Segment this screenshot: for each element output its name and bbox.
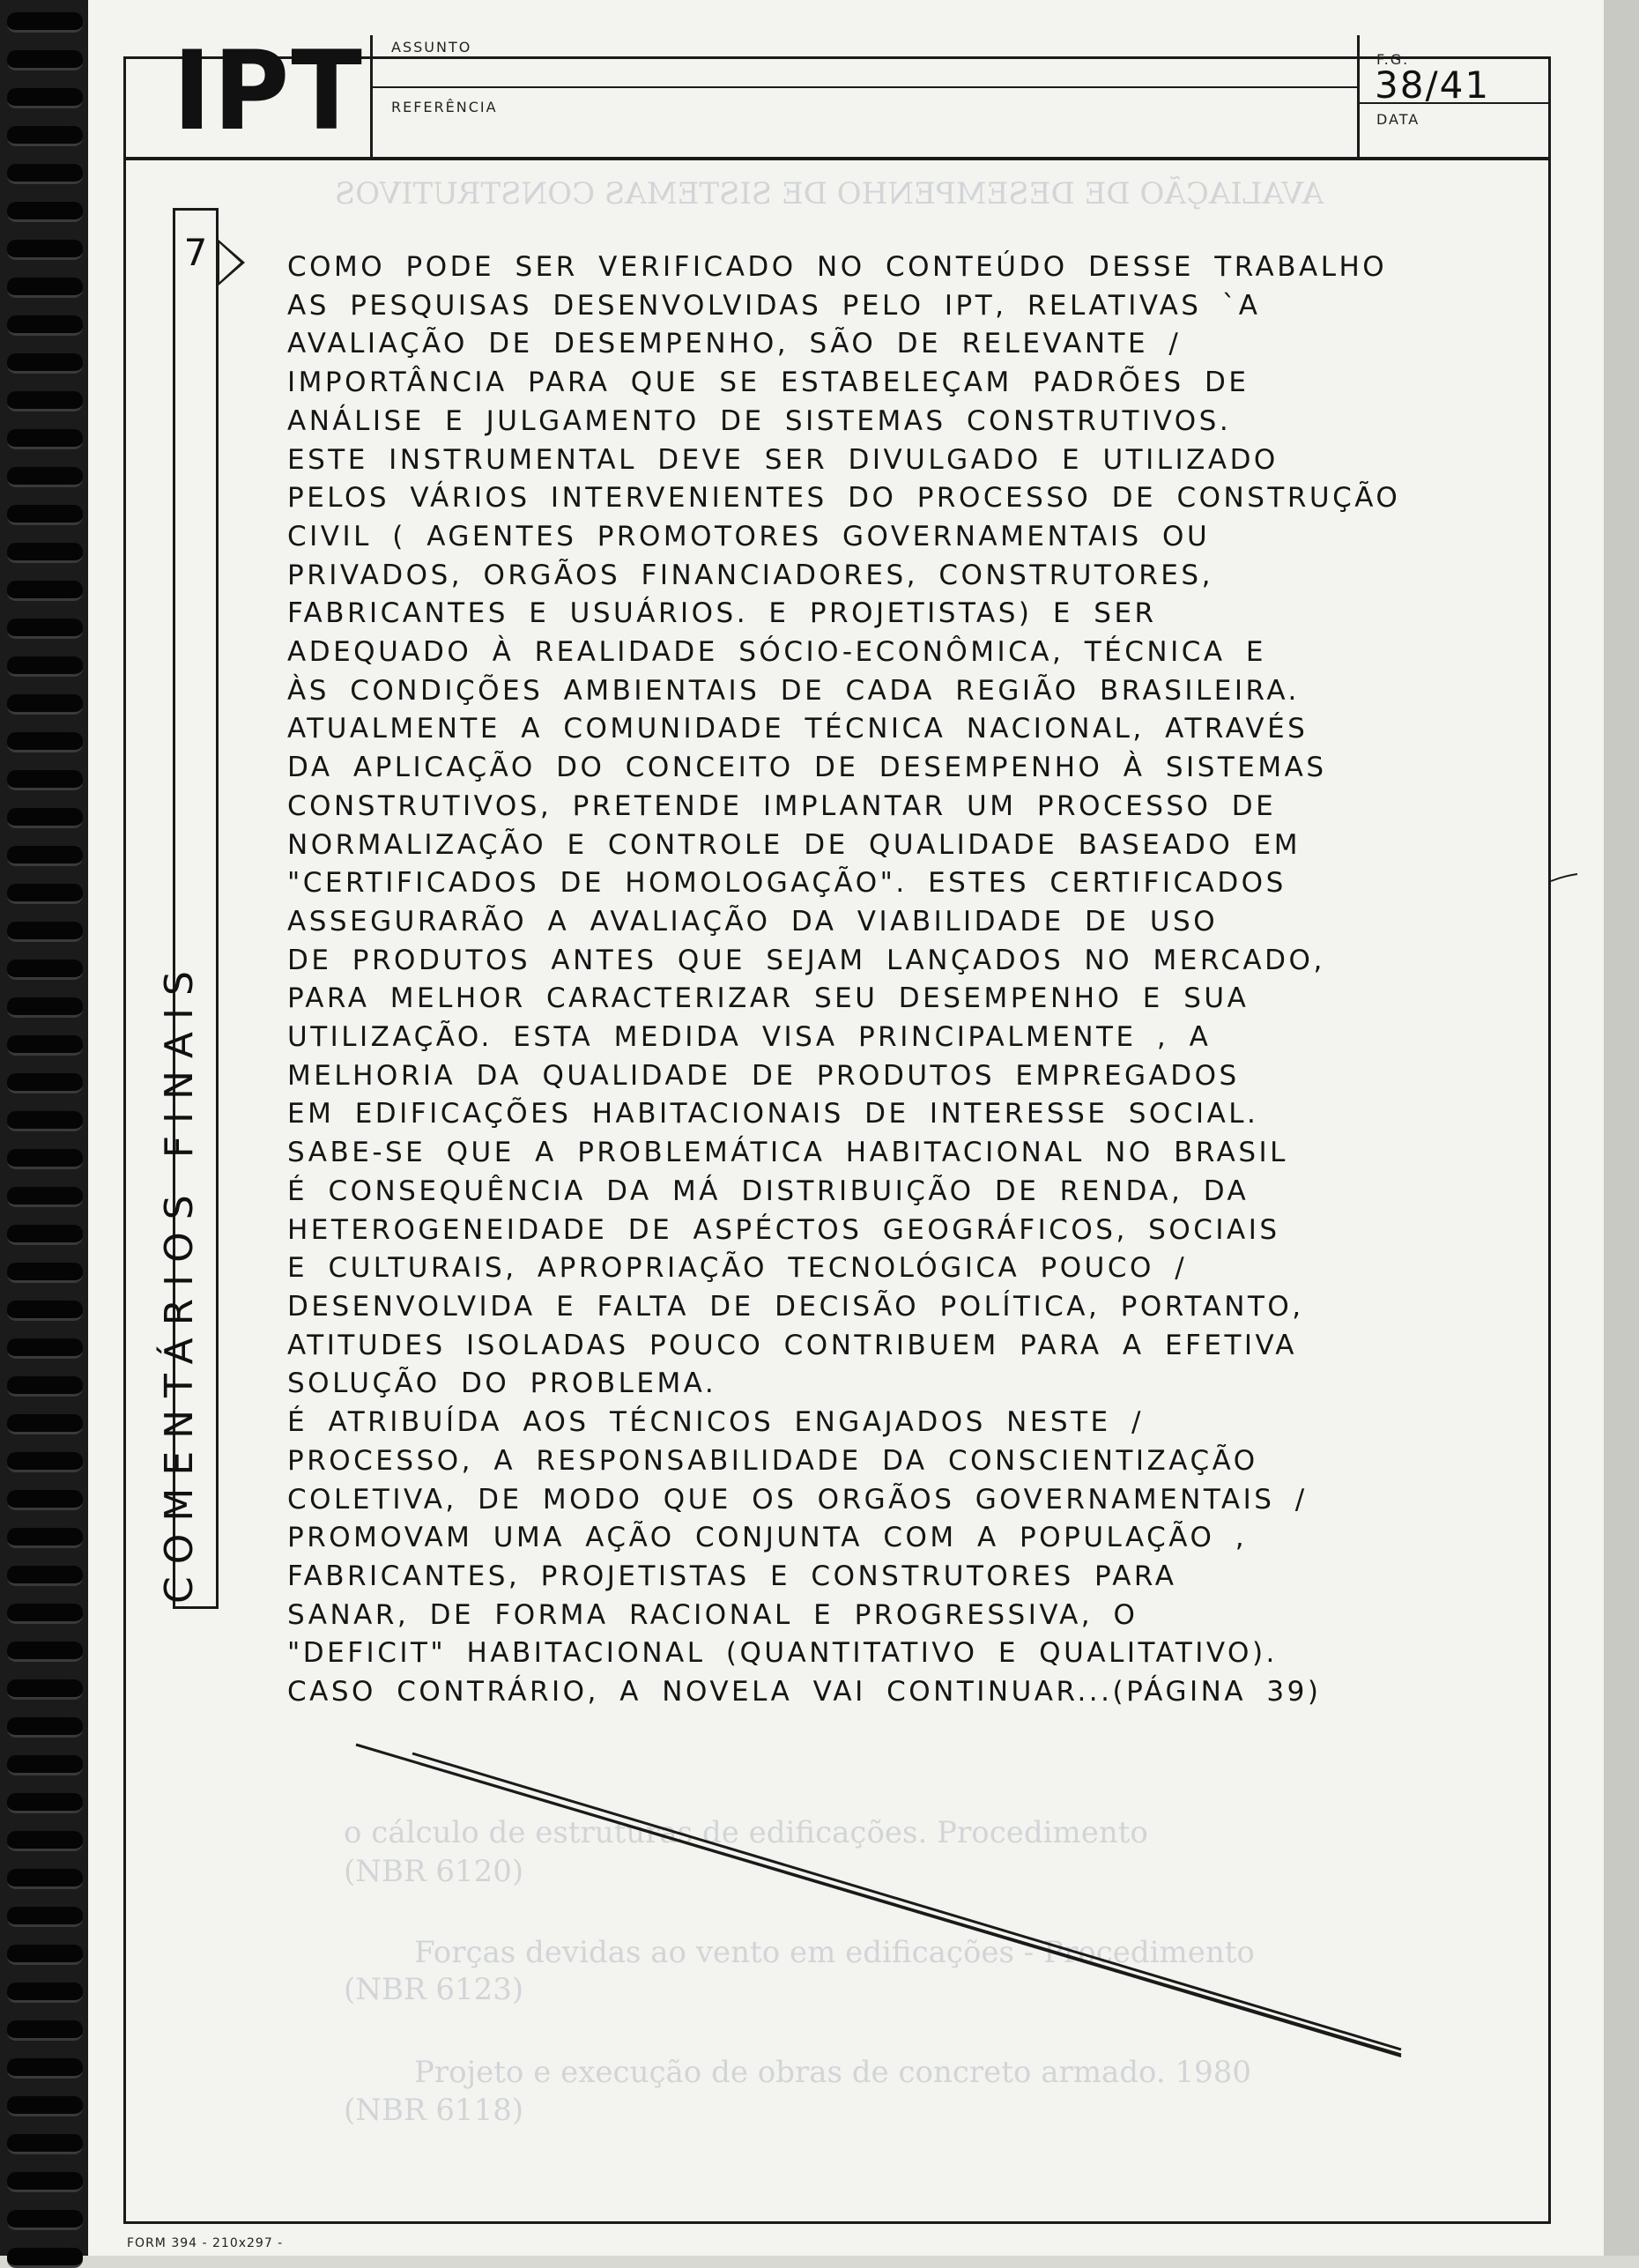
text-line: SOLUÇÃO DO PROBLEMA. [287, 1367, 717, 1400]
text-line: E CULTURAIS, APROPRIAÇÃO TECNOLÓGICA POUCO / [287, 1252, 1188, 1285]
text-line: "DEFICIT" HABITACIONAL (QUANTITATIVO E QUALITATIVO). [287, 1637, 1278, 1670]
data-label: DATA [1376, 111, 1420, 128]
text-line: É CONSEQUÊNCIA DA MÁ DISTRIBUIÇÃO DE RENDA, DA [287, 1175, 1250, 1207]
text-line: "CERTIFICADOS DE HOMOLOGAÇÃO". ESTES CERTIFICADOS [287, 867, 1287, 900]
text-line: UTILIZAÇÃO. ESTA MEDIDA VISA PRINCIPALMENTE , A [287, 1021, 1212, 1054]
text-line: É ATRIBUÍDA AOS TÉCNICOS ENGAJADOS NESTE / [287, 1406, 1144, 1439]
text-line: COLETIVA, DE MODO QUE OS ORGÃOS GOVERNAMENTAIS / [287, 1483, 1308, 1516]
ipt-logo: IPT [173, 26, 364, 155]
bleed-through-line: o cálculo de estruturas de edificações. Procedimento [344, 1815, 1148, 1850]
text-line: PRIVADOS, ORGÃOS FINANCIADORES, CONSTRUTORES, [287, 559, 1213, 591]
text-line: FABRICANTES, PROJETISTAS E CONSTRUTORES PARA [287, 1560, 1177, 1592]
text-line: AVALIAÇÃO DE DESEMPENHO, SÃO DE RELEVANTE / [287, 328, 1182, 360]
bleed-through-line: (NBR 6118) [344, 2093, 524, 2128]
referencia-label: REFERÊNCIA [391, 99, 498, 115]
text-line: COMO PODE SER VERIFICADO NO CONTEÚDO DESSE TRABALHO [287, 251, 1388, 283]
bleed-through-line: Forças devidas ao vento em edificações - Procedimento [414, 1935, 1255, 1970]
bleed-through-line: AVALIAÇÃO DE DESEMPENHO DE SISTEMAS CONSTRUTIVOS [335, 176, 1324, 211]
text-line: HETEROGENEIDADE DE ASPÉCTOS GEOGRÁFICOS, SOCIAIS [287, 1213, 1280, 1246]
form-code: FORM 394 - 210x297 - [127, 2236, 284, 2250]
text-line: MELHORIA DA QUALIDADE DE PRODUTOS EMPREGADOS [287, 1059, 1240, 1092]
text-line: SANAR, DE FORMA RACIONAL E PROGRESSIVA, O [287, 1598, 1138, 1631]
text-line: PROCESSO, A RESPONSABILIDADE DA CONSCIENTIZAÇÃO [287, 1444, 1258, 1477]
text-line: DE PRODUTOS ANTES QUE SEJAM LANÇADOS NO MERCADO, [287, 944, 1325, 976]
text-line: SABE-SE QUE A PROBLEMÁTICA HABITACIONAL NO BRASIL [287, 1137, 1288, 1169]
bleed-through-line: (NBR 6120) [344, 1854, 524, 1889]
text-line: NORMALIZAÇÃO E CONTROLE DE QUALIDADE BASEADO EM [287, 828, 1301, 861]
text-line: CIVIL ( AGENTES PROMOTORES GOVERNAMENTAIS OU [287, 520, 1211, 552]
text-line: ASSEGURARÃO A AVALIAÇÃO DA VIABILIDADE DE USO [287, 905, 1219, 938]
text-line: PARA MELHOR CARACTERIZAR SEU DESEMPENHO E SUA [287, 982, 1250, 1015]
page-number: 38/41 [1375, 63, 1491, 107]
assunto-label: ASSUNTO [391, 39, 472, 56]
text-line: ANÁLISE E JULGAMENTO DE SISTEMAS CONSTRUTIVOS. [287, 404, 1232, 437]
text-line: ATITUDES ISOLADAS POUCO CONTRIBUEM PARA A EFETIVA [287, 1329, 1297, 1361]
text-line: ESTE INSTRUMENTAL DEVE SER DIVULGADO E UTILIZADO [287, 443, 1279, 476]
text-line: AS PESQUISAS DESENVOLVIDAS PELO IPT, RELATIVAS `A [287, 289, 1261, 322]
text-line: ATUALMENTE A COMUNIDADE TÉCNICA NACIONAL, ATRAVÉS [287, 713, 1309, 745]
text-line: ADEQUADO À REALIDADE SÓCIO-ECONÔMICA, TÉCNICA E [287, 636, 1267, 669]
section-number: 7 [183, 231, 208, 274]
text-line: CONSTRUTIVOS, PRETENDE IMPLANTAR UM PROCESSO DE [287, 789, 1277, 822]
text-line: IMPORTÂNCIA PARA QUE SE ESTABELEÇAM PADRÕES DE [287, 367, 1250, 399]
bleed-through-line: Projeto e execução de obras de concreto armado. 1980 [414, 2055, 1252, 2090]
text-line: CASO CONTRÁRIO, A NOVELA VAI CONTINUAR...(PÁGINA 39) [287, 1676, 1322, 1708]
text-line: DESENVOLVIDA E FALTA DE DECISÃO POLÍTICA, PORTANTO, [287, 1290, 1304, 1323]
text-line: PELOS VÁRIOS INTERVENIENTES DO PROCESSO DE CONSTRUÇÃO [287, 482, 1401, 515]
fg-label: F.G. [1376, 51, 1410, 68]
text-line: EM EDIFICAÇÕES HABITACIONAIS DE INTERESSE SOCIAL. [287, 1098, 1259, 1130]
section-title: COMENTÁRIOS FINAIS [157, 959, 202, 1604]
text-line: FABRICANTES E USUÁRIOS. E PROJETISTAS) E SER [287, 597, 1157, 630]
text-line: ÀS CONDIÇÕES AMBIENTAIS DE CADA REGIÃO BRASILEIRA. [287, 674, 1300, 707]
text-line: PROMOVAM UMA AÇÃO CONJUNTA COM A POPULAÇÃO , [287, 1522, 1248, 1554]
bleed-through-line: (NBR 6123) [344, 1972, 524, 2007]
text-line: DA APLICAÇÃO DO CONCEITO DE DESEMPENHO À SISTEMAS [287, 752, 1327, 784]
